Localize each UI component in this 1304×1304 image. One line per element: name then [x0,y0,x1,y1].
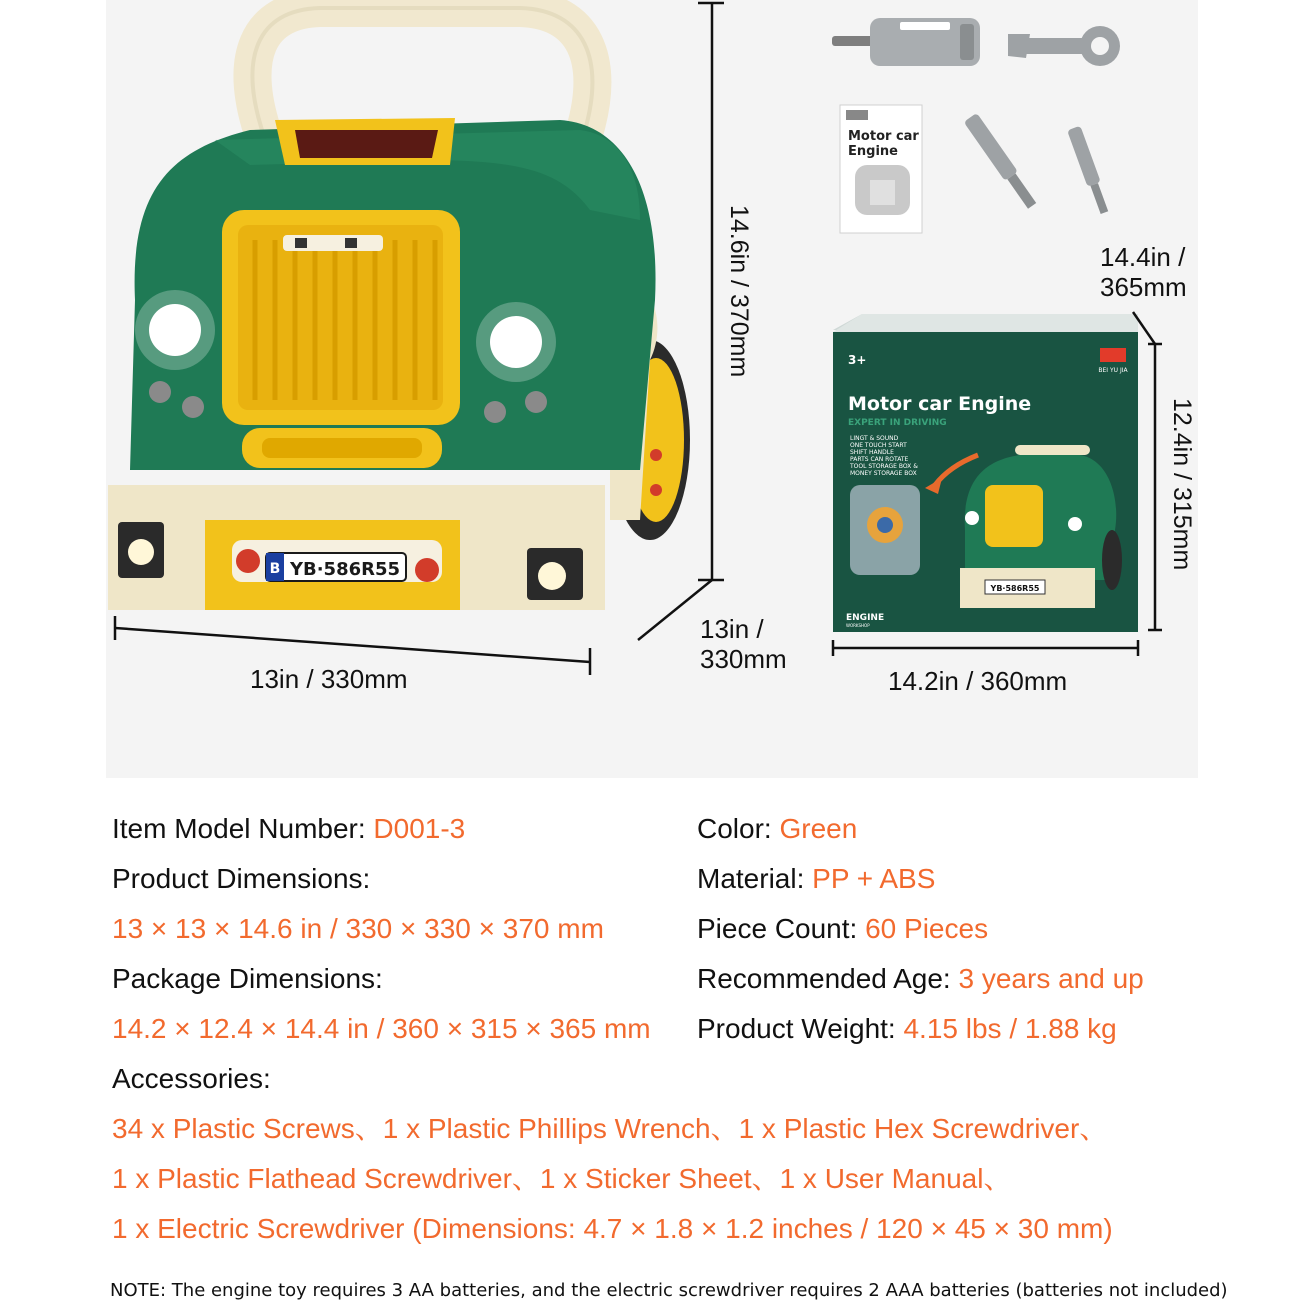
spec-value: D001-3 [373,813,466,844]
box-feature: ONE TOUCH START [850,442,907,449]
pkg-height-label: 12.4in / 315mm [1168,398,1196,571]
spec-label: Product Weight: [697,1013,904,1044]
spec-label: Accessories: [112,1063,271,1094]
spec-label: Color: [697,813,780,844]
box-feature: PARTS CAN ROTATE [850,456,909,463]
spec-value: 4.15 lbs / 1.88 kg [903,1013,1117,1044]
flathead-screwdriver-image [1067,126,1111,215]
hex-screwdriver-image [964,113,1039,211]
box-subtitle: EXPERT IN DRIVING [848,418,947,428]
toy-engine [108,8,690,610]
spec-product-dimensions-value [112,912,604,946]
user-manual-image [840,105,922,233]
pkg-depth-label-2: 365mm [1100,272,1187,302]
spec-value: 60 Pieces [865,913,989,944]
package-box [833,314,1138,632]
spec-value: 13 × 13 × 14.6 in / 330 × 330 × 370 mm [112,913,604,944]
spec-label: Package Dimensions: [112,963,383,994]
spec-product-weight [697,1012,1117,1046]
electric-screwdriver-image [832,18,980,66]
spec-value: 14.2 × 12.4 × 14.4 in / 360 × 315 × 365 mm [112,1013,651,1044]
spec-label: Piece Count: [697,913,866,944]
manual-title-1: Motor car [848,129,919,144]
box-age: 3+ [848,353,867,367]
accessories-line-1: 34 x Plastic Screws、1 x Plastic Phillips Wrench、1 x Plastic Hex Screwdriver、 [112,1113,1108,1144]
pkg-width-label: 14.2in / 360mm [888,666,1068,696]
spec-value: Green [779,813,858,844]
spec-product-dimensions-label [112,862,370,896]
accessories-line-3: 1 x Electric Screwdriver (Dimensions: 4.7 × 1.8 × 1.2 inches / 120 × 45 × 30 mm) [112,1213,1113,1244]
spec-package-dimensions-value [112,1012,651,1046]
height-dimension-label: 14.6in / 370mm [725,205,753,378]
spec-piece-count [697,912,988,946]
pkg-depth-label-1: 14.4in / [1100,242,1186,272]
wrench-image [1008,26,1120,66]
depth-dimension-label-1: 13in / [700,614,764,644]
box-feature: LINGT & SOUND [850,435,899,442]
box-feature: SHIFT HANDLE [850,449,894,456]
plate-badge: B [269,561,281,577]
box-title: Motor car Engine [848,393,1032,415]
spec-color [697,812,857,846]
accessories-illustration [832,18,1120,233]
spec-package-dimensions-label [112,962,383,996]
battery-note: NOTE: The engine toy requires 3 AA batteries, and the electric screwdriver requires 2 AAA batteries (batteries not included) [110,1280,1228,1301]
spec-recommended-age [697,962,1144,996]
box-logo-sub: WORKSHOP [846,623,870,628]
spec-label: Material: [697,863,813,894]
box-feature: MONEY STORAGE BOX [850,470,917,477]
box-brand: BEI YU JIA [1098,367,1128,374]
spec-label: Recommended Age: [697,963,959,994]
spec-value: PP + ABS [812,863,936,894]
width-dimension-label: 13in / 330mm [250,664,408,694]
license-plate-text: YB·586R55 [289,559,401,580]
depth-dimension-label-2: 330mm [700,644,787,674]
manual-title-2: Engine [848,144,898,159]
spec-model [112,812,465,846]
spec-material [697,862,935,896]
box-logo: ENGINE [846,613,885,623]
spec-accessories-label [112,1062,271,1096]
spec-label: Item Model Number: [112,813,374,844]
box-feature: TOOL STORAGE BOX & [850,463,918,470]
spec-label: Product Dimensions: [112,863,371,894]
accessories-line-2: 1 x Plastic Flathead Screwdriver、1 x Sticker Sheet、1 x User Manual、 [112,1163,1012,1194]
box-plate-text: YB·586R55 [990,584,1040,593]
spec-value: 3 years and up [958,963,1144,994]
